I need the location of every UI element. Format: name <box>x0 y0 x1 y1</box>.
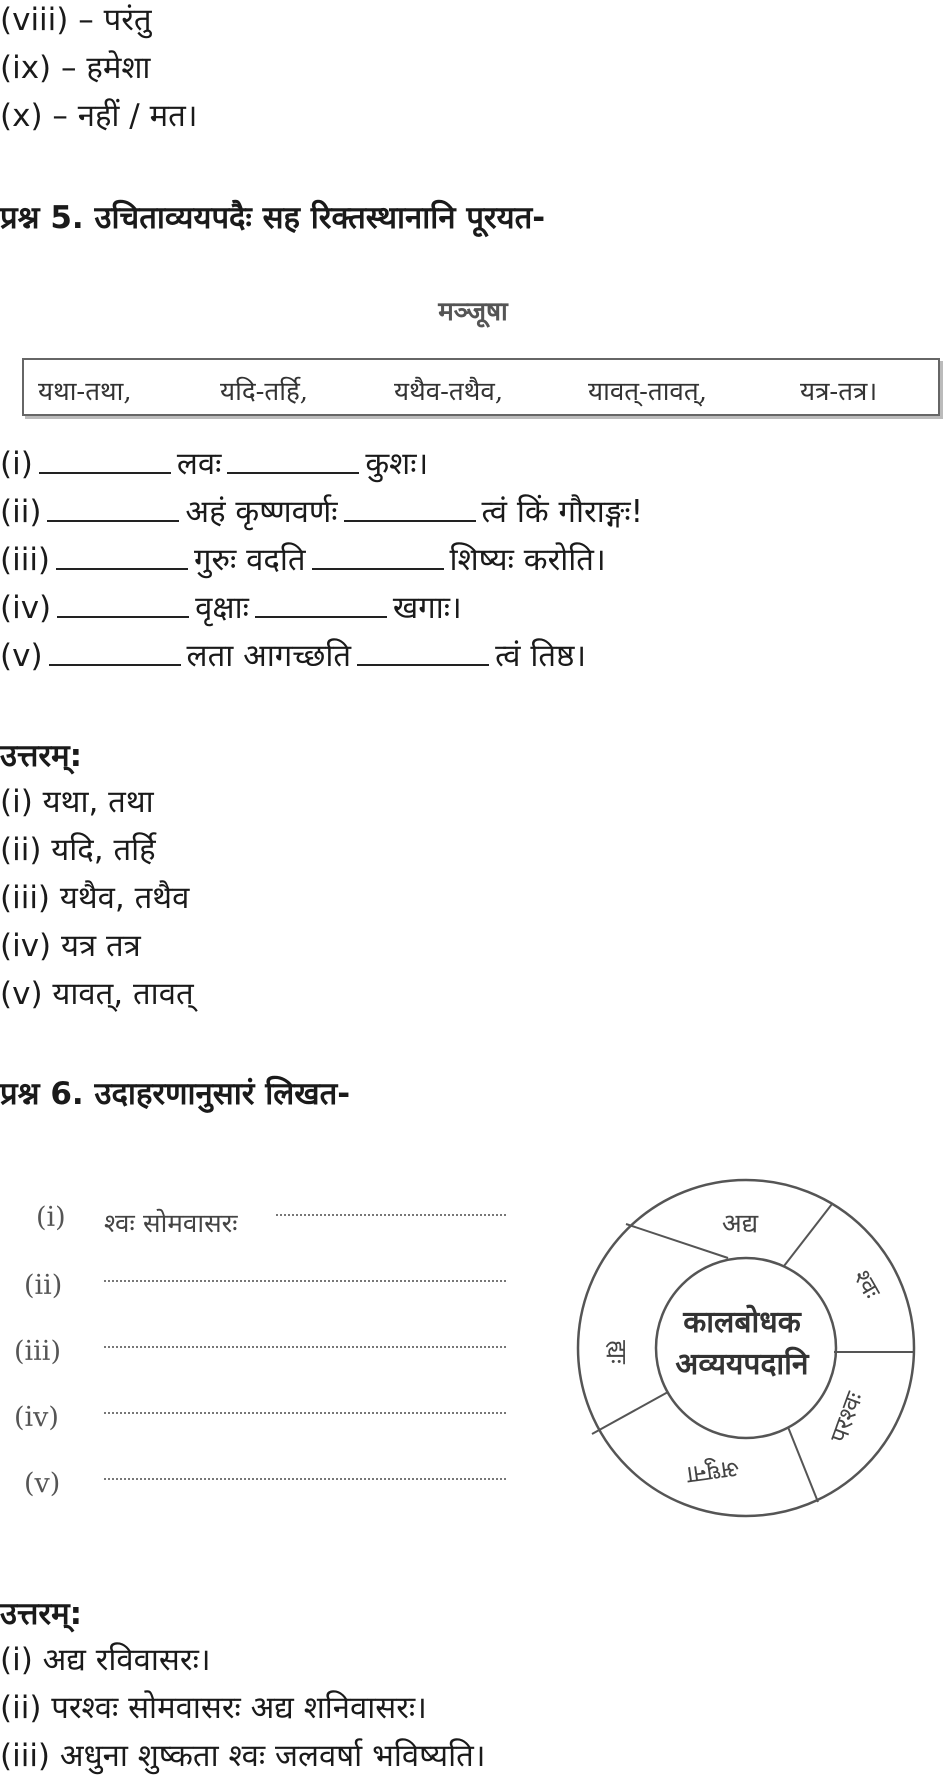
answer-item: (ii) यदि, तर्हि <box>0 832 156 868</box>
wheel-word: अद्य <box>721 1209 759 1239</box>
blank <box>344 490 476 522</box>
exercise-label: (i) <box>36 1202 66 1233</box>
answer-item: (v) यावत्, तावत् <box>0 976 194 1012</box>
divider <box>592 1392 668 1434</box>
divider <box>784 1204 832 1266</box>
manjusha-box <box>22 358 940 416</box>
list-item: (ix) – हमेशा <box>0 50 151 86</box>
manjusha-item: यथा-तथा, <box>38 377 132 407</box>
wheel-center-line1: कालबोधक <box>683 1305 801 1340</box>
blank <box>47 490 179 522</box>
wheel-center-line2: अव्ययपदानि <box>675 1347 809 1382</box>
answer-item: (iii) यथैव, तथैव <box>0 880 190 916</box>
blank <box>312 538 444 570</box>
manjusha-item: यथैव-तथैव, <box>394 377 504 407</box>
dotted-line <box>104 1478 506 1480</box>
blank <box>57 586 189 618</box>
example-text: श्वः सोमवासरः <box>104 1209 238 1239</box>
divider <box>626 1224 728 1258</box>
answer-heading: उत्तरम्: <box>0 738 83 774</box>
wheel-word: परश्वः <box>824 1388 869 1447</box>
exercise-label: (iv) <box>14 1402 59 1433</box>
dotted-line <box>104 1280 506 1282</box>
answer-item: (iv) यत्र तत्र <box>0 928 141 964</box>
manjusha-item: यावत्-तावत्, <box>588 377 707 407</box>
divider <box>788 1427 818 1502</box>
fill-blank-question: (ii) अहं कृष्णवर्णः त्वं किं गौराङ्गः! <box>0 490 643 534</box>
blank <box>49 634 181 666</box>
dotted-line <box>104 1412 506 1414</box>
fill-blank-question: (iii) गुरुः वदति शिष्यः करोति। <box>0 538 606 582</box>
blank <box>56 538 188 570</box>
time-words-wheel <box>570 1172 922 1524</box>
answer-item: (ii) परश्वः सोमवासरः अद्य शनिवासरः। <box>0 1690 427 1726</box>
fill-blank-question: (i) लवः कुशः। <box>0 442 428 486</box>
question-6-heading: प्रश्न 6. उदाहरणानुसारं लिखत- <box>0 1076 351 1112</box>
wheel-word: श्वः <box>847 1264 887 1304</box>
exercise-label: (v) <box>24 1468 61 1499</box>
answer-heading: उत्तरम्: <box>0 1596 83 1632</box>
wheel-word: ह्यः <box>604 1340 632 1364</box>
answer-item: (iii) अधुना शुष्कता श्वः जलवर्षा भविष्यति। <box>0 1738 486 1774</box>
manjusha-item: यत्र-तत्र। <box>800 377 878 407</box>
list-item: (viii) – परंतु <box>0 2 152 38</box>
dotted-line <box>104 1346 506 1348</box>
exercise-label: (ii) <box>24 1270 63 1301</box>
fill-blank-question: (v) लता आगच्छति त्वं तिष्ठ। <box>0 634 586 678</box>
answer-item: (i) अद्य रविवासरः। <box>0 1642 211 1678</box>
blank <box>39 442 171 474</box>
dotted-line <box>276 1214 506 1216</box>
manjusha-item: यदि-तर्हि, <box>220 377 309 407</box>
blank <box>227 442 359 474</box>
manjusha-title: मञ्जूषा <box>438 297 508 327</box>
question-5-heading: प्रश्न 5. उचिताव्ययपदैः सह रिक्तस्थानानि पूरयत- <box>0 200 546 236</box>
list-item: (x) – नहीं / मत। <box>0 98 198 134</box>
exercise-label: (iii) <box>14 1336 61 1367</box>
fill-blank-question: (iv) वृक्षाः खगाः। <box>0 586 462 630</box>
blank <box>255 586 387 618</box>
wheel-word: अधुना <box>685 1454 742 1490</box>
blank <box>357 634 489 666</box>
answer-item: (i) यथा, तथा <box>0 784 154 820</box>
